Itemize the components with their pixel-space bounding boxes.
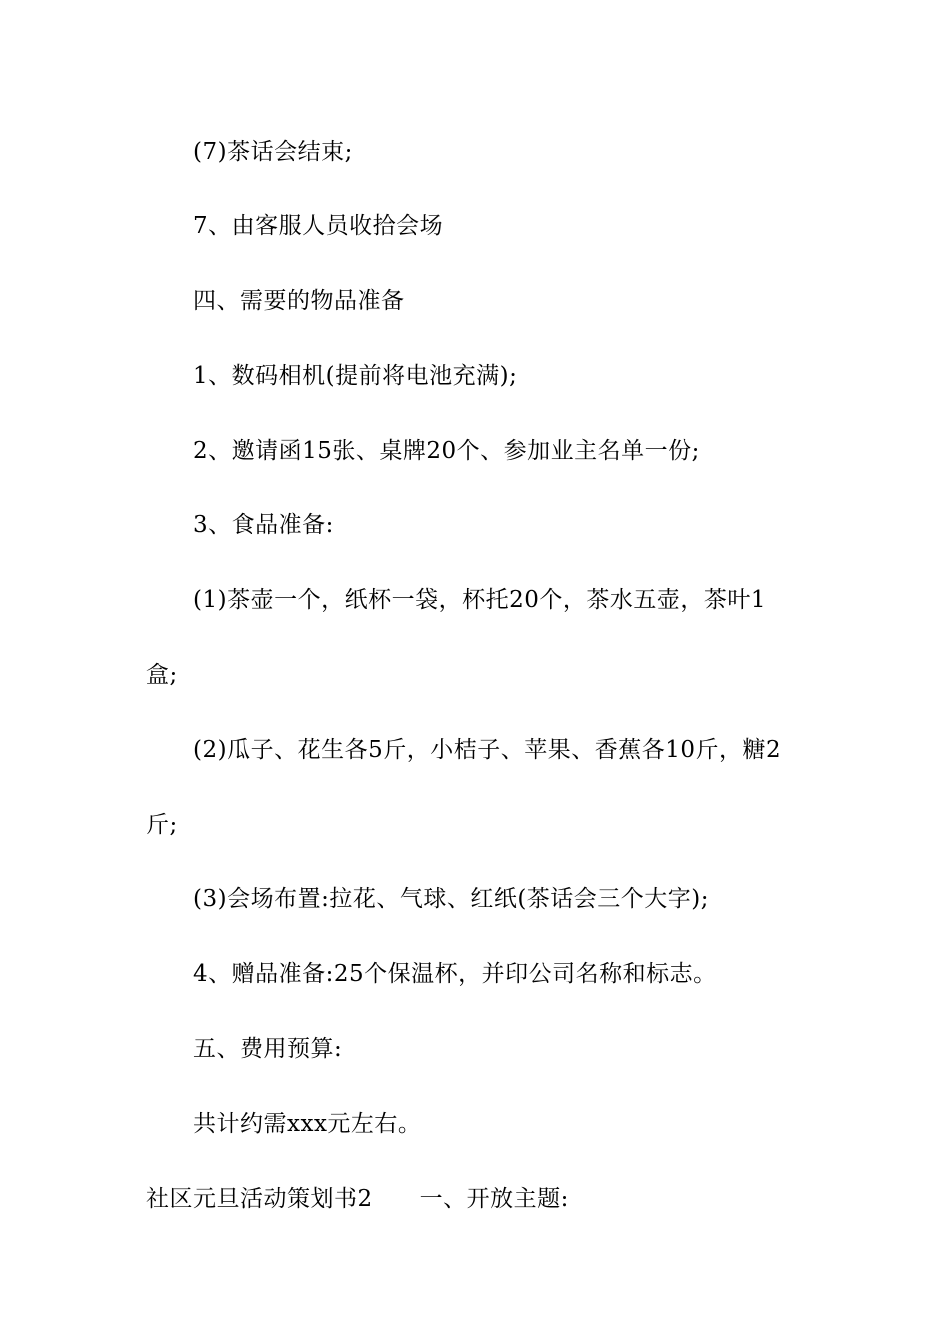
- food-item-snacks: (2)瓜子、花生各5斤，小桔子、苹果、香蕉各10斤，糖2: [193, 737, 782, 763]
- section-heading-budget: 五、费用预算:: [193, 1036, 343, 1062]
- step-7-tea-party-end: (7)茶话会结束;: [193, 139, 353, 165]
- budget-total: 共计约需xxx元左右。: [193, 1111, 422, 1137]
- supply-item-invitations: 2、邀请函15张、桌牌20个、参加业主名单一份;: [193, 438, 700, 464]
- supply-item-food-heading: 3、食品准备:: [193, 512, 334, 538]
- section-heading-supplies: 四、需要的物品准备: [193, 288, 405, 314]
- food-item-snacks-continued: 斤;: [146, 812, 178, 838]
- food-item-tea-set: (1)茶壶一个，纸杯一袋，杯托20个，茶水五壶，茶叶1: [193, 587, 766, 613]
- supply-item-gifts: 4、赠品准备:25个保温杯，并印公司名称和标志。: [193, 961, 717, 987]
- food-item-tea-set-continued: 盒;: [146, 662, 178, 688]
- supply-item-camera: 1、数码相机(提前将电池充满);: [193, 363, 518, 389]
- food-item-venue-decoration: (3)会场布置:拉花、气球、红纸(茶话会三个大字);: [193, 886, 710, 912]
- plan-2-title-and-theme: 社区元旦活动策划书2 一、开放主题:: [146, 1186, 569, 1212]
- item-7-cleanup: 7、由客服人员收拾会场: [193, 213, 444, 239]
